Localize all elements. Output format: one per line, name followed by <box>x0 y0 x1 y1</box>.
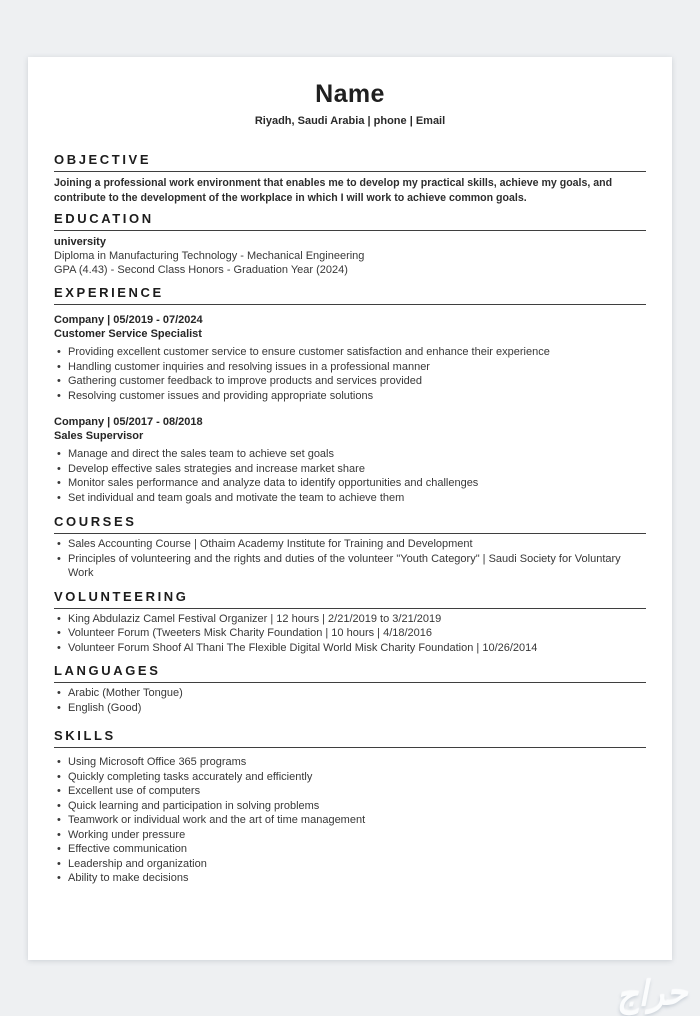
bullet-item: • King Abdulaziz Camel Festival Organizer | 12 hours | 2/21/2019 to 3/21/2019 <box>54 612 646 627</box>
job-company-dates: Company | 05/2017 - 08/2018 <box>54 416 203 428</box>
skills-list <box>54 755 646 886</box>
bullet-item: • Gathering customer feedback to improve products and services provided <box>54 374 646 389</box>
objective-text: Joining a professional work environment that enables me to develop my practical skills, achieve my goals, and contribute to the development of the workplace in which I will work to achieve common goals. <box>54 177 613 204</box>
education-degree: Diploma in Manufacturing Technology - Mechanical Engineering <box>54 250 365 262</box>
volunteering-heading: VOLUNTEERING <box>54 590 646 609</box>
section-experience <box>54 286 646 505</box>
volunteering-list <box>54 612 646 656</box>
bullet-item: • Volunteer Forum Shoof Al Thani The Flexible Digital World Misk Charity Foundation | 10/26/2014 <box>54 641 646 656</box>
education-details: GPA (4.43) - Second Class Honors - Graduation Year (2024) <box>54 264 348 276</box>
bullet-item: • Set individual and team goals and motivate the team to achieve them <box>54 491 646 506</box>
languages-heading: LANGUAGES <box>54 664 646 683</box>
job-entry <box>54 415 646 505</box>
courses-list <box>54 537 646 581</box>
bullet-item: • Providing excellent customer service to ensure customer satisfaction and enhance their experience <box>54 345 646 360</box>
experience-heading: EXPERIENCE <box>54 286 646 305</box>
bullet-item: • Teamwork or individual work and the art of time management <box>54 813 646 828</box>
bullet-item: • Quick learning and participation in solving problems <box>54 799 646 814</box>
resume-name: Name <box>315 80 385 108</box>
job-bullet-list <box>54 345 646 403</box>
section-languages <box>54 664 646 715</box>
courses-heading: COURSES <box>54 515 646 534</box>
job-bullet-list <box>54 447 646 505</box>
bullet-item: • Working under pressure <box>54 828 646 843</box>
languages-list <box>54 686 646 715</box>
bullet-item: • Ability to make decisions <box>54 871 646 886</box>
bullet-item: • Leadership and organization <box>54 857 646 872</box>
bullet-item: • Principles of volunteering and the rights and duties of the volunteer "Youth Category" | Saudi Society for Voluntary Work <box>54 552 646 581</box>
section-skills <box>54 729 646 886</box>
bullet-item: • Effective communication <box>54 842 646 857</box>
job-role: Customer Service Specialist <box>54 328 202 340</box>
education-heading: EDUCATION <box>54 212 646 231</box>
section-objective <box>54 153 646 205</box>
bullet-item: • Monitor sales performance and analyze data to identify opportunities and challenges <box>54 476 646 491</box>
bullet-item: • Excellent use of computers <box>54 784 646 799</box>
bullet-item: • Resolving customer issues and providing appropriate solutions <box>54 389 646 404</box>
bullet-item: • Volunteer Forum (Tweeters Misk Charity Foundation | 10 hours | 4/18/2016 <box>54 626 646 641</box>
resume-page <box>28 57 672 960</box>
objective-heading: OBJECTIVE <box>54 153 646 172</box>
section-volunteering <box>54 590 646 656</box>
section-education <box>54 212 646 277</box>
education-school: university <box>54 236 106 248</box>
bullet-item: • Arabic (Mother Tongue) <box>54 686 646 701</box>
skills-heading: SKILLS <box>54 729 646 748</box>
job-company-dates: Company | 05/2019 - 07/2024 <box>54 314 203 326</box>
bullet-item: • Develop effective sales strategies and increase market share <box>54 462 646 477</box>
job-entry <box>54 313 646 403</box>
contact-line: Riyadh, Saudi Arabia | phone | Email <box>254 115 446 127</box>
job-role: Sales Supervisor <box>54 430 144 442</box>
bullet-item: • Sales Accounting Course | Othaim Academy Institute for Training and Development <box>54 537 646 552</box>
bullet-item: • English (Good) <box>54 701 646 716</box>
section-courses <box>54 515 646 581</box>
bullet-item: • Manage and direct the sales team to achieve set goals <box>54 447 646 462</box>
bullet-item: • Using Microsoft Office 365 programs <box>54 755 646 770</box>
haraj-watermark: حراج <box>615 972 694 1016</box>
bullet-item: • Quickly completing tasks accurately and efficiently <box>54 770 646 785</box>
bullet-item: • Handling customer inquiries and resolving issues in a professional manner <box>54 360 646 375</box>
